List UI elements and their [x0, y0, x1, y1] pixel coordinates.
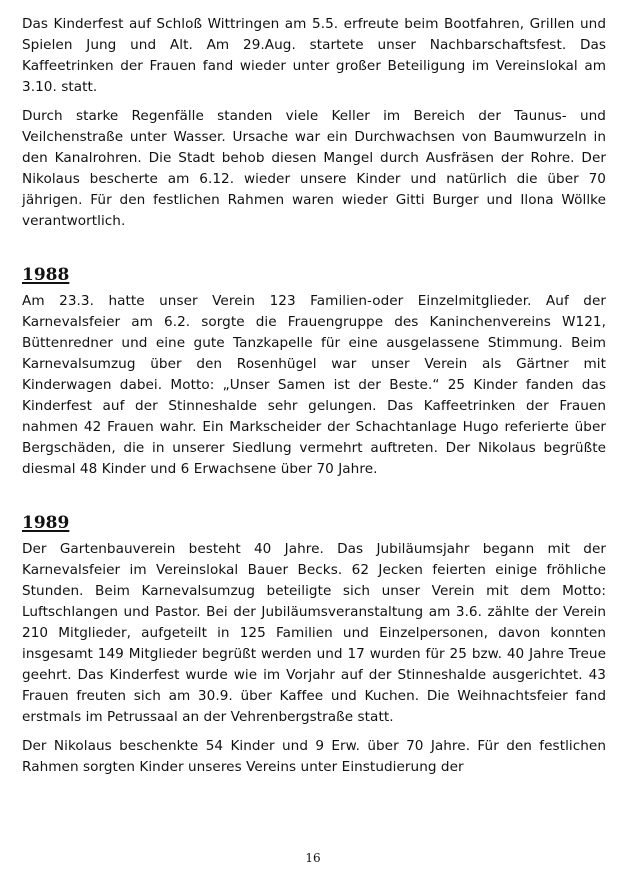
- year-heading-1988: 1988: [22, 265, 70, 285]
- paragraph-1988: Am 23.3. hatte unser Verein 123 Familien-oder Einzelmitglieder. Auf der Karnevalsfeier am 6.2. sorgte die Frauengruppe des Kaninchenvereins W121, Büttenredner und eine gute Tanzkapelle für eine ausgelassene Stimmung. Beim Karnevalsumzug über den Rosenhügel war unser Verein als Gärtner mit Kinderwagen dabei. Motto: „Unser Samen ist der Beste.“ 25 Kinder fanden das Kinderfest auf der Stinneshalde sehr gelungen. Das Kaffeetrinken der Frauen nahmen 42 Frauen wahr. Ein Markscheider der Schachtanlage Hugo referierte über Bergschäden, die in unserer Siedlung vermehrt auftreten. Der Nikolaus begrüßte diesmal 48 Kinder und 6 Erwachsene über 70 Jahre.: [22, 293, 606, 477]
- intro-paragraph-1: Das Kinderfest auf Schloß Wittringen am 5.5. erfreute beim Bootfahren, Grillen und Spielen Jung und Alt. Am 29.Aug. startete unser Nachbarschaftsfest. Das Kaffeetrinken der Frauen fand wieder unter großer Beteiligung im Vereinslokal am 3.10. statt.: [22, 16, 606, 95]
- paragraph-1989-1: Der Gartenbauverein besteht 40 Jahre. Das Jubiläumsjahr begann mit der Karnevalsfeier im Vereinslokal Bauer Becks. 62 Jecken feierten einige fröhliche Stunden. Beim Karnevalsumzug beteiligte sich unser Verein mit dem Motto: Luftschlangen und Pastor. Bei der Jubiläumsveranstaltung am 3.6. zählte der Verein 210 Mitglieder, aufgeteilt in 125 Familien und Einzelpersonen, davon konnten insgesamt 149 Mitglieder begrüßt werden und 17 wurden für 25 bzw. 40 Jahre Treue geehrt. Das Kinderfest wurde wie im Vorjahr auf der Stinneshalde ausgerichtet. 43 Frauen freuten sich am 30.9. über Kaffee und Kuchen. Die Weihnachtsfeier fand erstmals im Petrussaal an der Vehrenbergstraße statt.: [22, 541, 606, 725]
- intro-paragraph-2: Durch starke Regenfälle standen viele Keller im Bereich der Taunus- und Veilchenstraße unter Wasser. Ursache war ein Durchwachsen von Baumwurzeln in den Kanalrohren. Die Stadt behob diesen Mangel durch Ausfräsen der Rohre. Der Nikolaus bescherte am 6.12. wieder unsere Kinder und natürlich die über 70 jährigen. Für den festlichen Rahmen waren wieder Gitti Burger und Ilona Wöllke verantwortlich.: [22, 108, 606, 229]
- document-page: [22, 14, 606, 786]
- page-number: 16: [305, 851, 321, 865]
- paragraph-1989-2: Der Nikolaus beschenkte 54 Kinder und 9 Erw. über 70 Jahre. Für den festlichen Rahmen sorgten Kinder unseres Vereins unter Einstudierung der: [22, 738, 606, 775]
- year-heading-1989: 1989: [22, 513, 70, 533]
